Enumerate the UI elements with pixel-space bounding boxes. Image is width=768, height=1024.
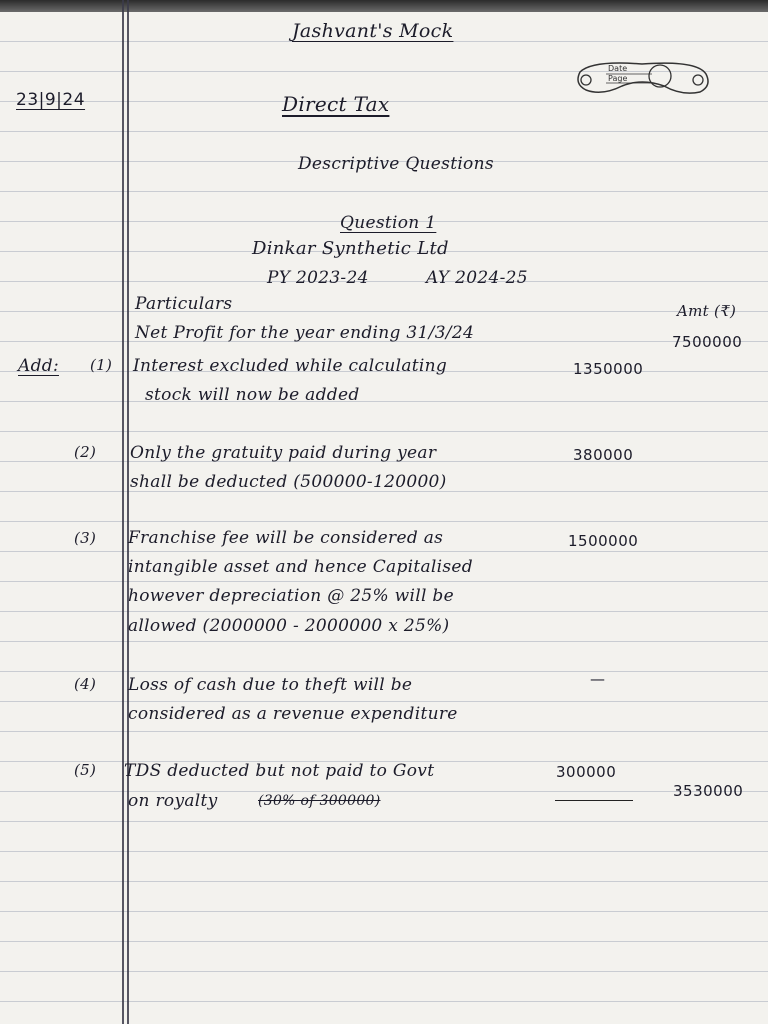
net-profit-amount: 7500000 bbox=[672, 333, 743, 351]
item-text: Franchise fee will be considered as bbox=[128, 528, 444, 548]
item-number: (2) bbox=[74, 443, 97, 461]
assessment-year: AY 2024-25 bbox=[426, 268, 528, 288]
item-amount: 380000 bbox=[573, 446, 634, 464]
date-entry: 23|9|24 bbox=[16, 90, 86, 110]
previous-year: PY 2023-24 bbox=[267, 268, 369, 288]
total-amount: 3530000 bbox=[673, 782, 744, 800]
add-label: Add: bbox=[18, 356, 59, 376]
logo-date-label: Date bbox=[608, 64, 628, 73]
item-text: Loss of cash due to theft will be bbox=[128, 675, 413, 695]
item-text: considered as a revenue expenditure bbox=[128, 704, 458, 724]
amount-header: Amt (₹) bbox=[677, 302, 737, 320]
item-number: (4) bbox=[74, 675, 97, 693]
item-text: Only the gratuity paid during year bbox=[130, 443, 437, 463]
logo-page-label: Page bbox=[608, 74, 628, 83]
item-text: stock will now be added bbox=[145, 385, 360, 405]
page-title: Jashvant's Mock bbox=[292, 20, 454, 42]
item-amount: 300000 bbox=[556, 763, 617, 781]
item-amount: 1500000 bbox=[568, 532, 639, 550]
item-text: however depreciation @ 25% will be bbox=[128, 586, 454, 606]
item-text: shall be deducted (500000-120000) bbox=[130, 472, 447, 492]
margin-line bbox=[127, 0, 129, 1024]
question-heading: Question 1 bbox=[340, 213, 437, 233]
item-text: on royalty bbox=[128, 791, 218, 811]
subject-heading: Direct Tax bbox=[282, 92, 390, 116]
item-text: TDS deducted but not paid to Govt bbox=[124, 761, 435, 781]
net-profit-text: Net Profit for the year ending 31/3/24 bbox=[135, 323, 475, 343]
item-text: intangible asset and hence Capitalised bbox=[128, 557, 473, 577]
item-amount: — bbox=[590, 670, 606, 688]
item-number: (1) bbox=[90, 356, 113, 374]
notebook-logo bbox=[572, 56, 712, 102]
struck-text: (30% of 300000) bbox=[258, 793, 381, 809]
section-heading: Descriptive Questions bbox=[298, 154, 494, 174]
item-text: Interest excluded while calculating bbox=[133, 356, 448, 376]
total-rule bbox=[555, 800, 633, 801]
item-text: allowed (2000000 - 2000000 x 25%) bbox=[128, 616, 450, 636]
page-top-edge bbox=[0, 0, 768, 12]
item-number: (3) bbox=[74, 529, 97, 547]
item-amount: 1350000 bbox=[573, 360, 644, 378]
item-number: (5) bbox=[74, 761, 97, 779]
particulars-header: Particulars bbox=[135, 294, 233, 314]
margin-line bbox=[122, 0, 124, 1024]
company-name: Dinkar Synthetic Ltd bbox=[252, 238, 449, 259]
